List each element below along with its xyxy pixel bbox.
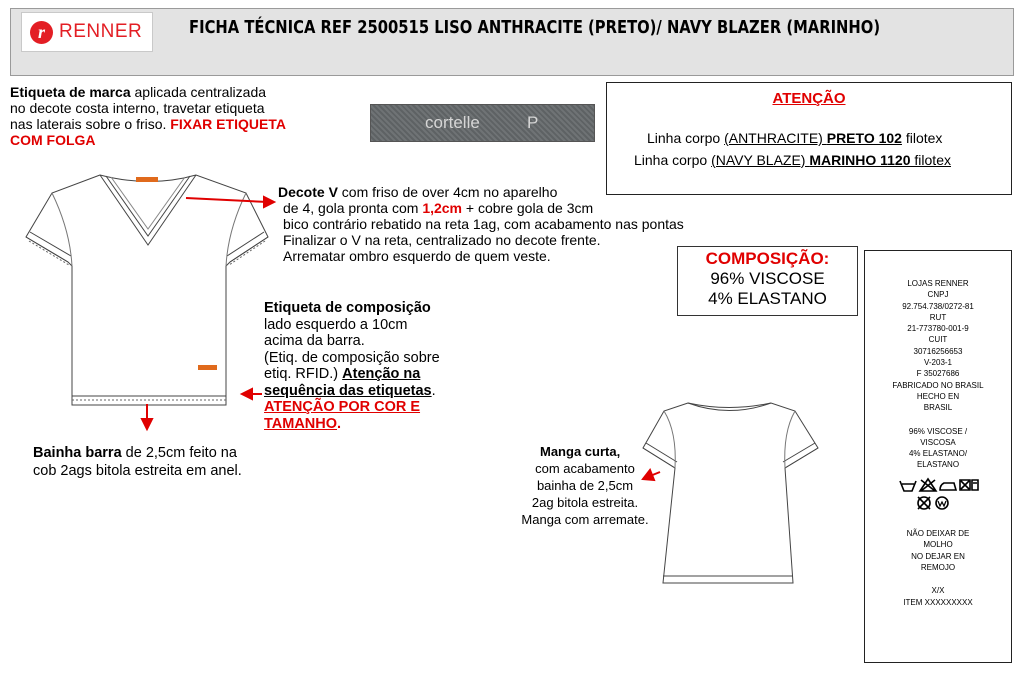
brand-label-marker [136,177,158,182]
composition-note-line2: acima da barra. [264,333,365,349]
neckline-note [278,184,718,264]
hem-note-line2: cob 2ags bitola estreita em anel. [33,463,242,479]
care-label-line: VISCOSA [920,437,956,447]
neckline-note-bold: Decote V [278,184,338,200]
care-label-line: LOJAS RENNER [907,279,969,288]
sleeve-note-line3: 2ag bitola estreita. [531,495,639,510]
attention-line1-pre: Linha corpo [647,130,725,146]
iron-low-icon [940,483,956,490]
attention-line1-post: filotex [901,130,943,146]
cortelle-size-text: P [527,113,539,132]
hem-note [33,444,283,480]
attention-line1-thread: PRETO 102 [826,130,902,146]
neckline-note-line3: bico contrário rebatido na reta 1ag, com acabamento nas pontas [283,216,684,232]
composition-note-line4-bold: Atenção na [342,366,421,382]
cortelle-brand-text: cortelle [425,113,480,132]
composition-box-line2: 4% ELASTANO [708,289,827,308]
composition-label-marker [198,365,217,370]
care-label-line: X/X [931,586,945,596]
no-bleach-icon [920,479,936,491]
hem-note-line1: de 2,5cm feito na [121,445,237,461]
wash-30-icon [900,481,916,491]
neckline-note-line2-post: + cobre gola de 3cm [462,200,594,216]
care-label-line: CNPJ [927,290,949,300]
page-title: FICHA TÉCNICA REF 2500515 LISO ANTHRACITE (PRETO)/ NAVY BLAZER (MARINHO) [189,17,881,38]
neckline-note-line2-red: 1,2cm [422,200,463,216]
care-label-line: ELASTANO [916,460,960,470]
composition-note-line5-post: . [431,382,436,399]
hem-arrow-icon [142,419,152,429]
care-label-line: 30716256653 [913,346,963,356]
care-label-line: 4% ELASTANO/ [908,449,968,459]
composition-box-line1: 96% VISCOSE [710,269,825,288]
attention-line2-thread: MARINHO 1120 [809,152,911,168]
brand-label-note-line1: aplicada centralizada [130,84,267,100]
care-symbols [898,477,978,511]
care-label-line: NÃO DEIXAR DE [906,529,970,539]
care-label-line: CUIT [928,335,948,345]
neckline-note-line1: com friso de over 4cm no aparelho [337,184,558,200]
sleeve-note [505,443,665,528]
neckline-note-line2-pre: de 4, gola pronta com [283,200,423,216]
neckline-arrow-icon [264,197,274,207]
brand-label-note-line3-red: FIXAR ETIQUETA [170,116,286,132]
sleeve-note-bold: Manga curta, [540,444,621,459]
attention-line1-color: (ANTHRACITE) [724,130,827,146]
composition-box-title: COMPOSIÇÃO: [705,249,830,268]
care-label-line: 21-773780-001-9 [907,324,969,334]
care-label-line: 92.754.738/0272-81 [902,301,974,311]
attention-title: ATENÇÃO [772,90,846,107]
composition-note-line7-red: TAMANHO [264,415,338,432]
care-label-line: V-203-1 [923,358,953,368]
composition-arrow-icon [242,389,252,399]
sleeve-note-line4: Manga com arremate. [521,512,649,527]
composition-note-line7-post: . [337,415,342,432]
hem-note-bold: Bainha barra [33,445,122,461]
care-label-line: BRASIL [923,403,953,413]
care-label-line: 96% VISCOSE / [908,426,968,436]
composition-note-line4: etiq. RFID.) [264,366,343,382]
care-label [864,250,1012,663]
sleeve-note-line1: com acabamento [535,461,635,476]
care-label-line: MOLHO [923,540,953,550]
sleeve-note-line2: bainha de 2,5cm [536,478,634,493]
brand-label-note-bold: Etiqueta de marca [10,84,131,100]
composition-note-title: Etiqueta de composição [264,300,431,316]
brand-label-note-line3: nas laterais sobre o friso. [10,116,171,132]
composition-note-line5: sequência das etiquetas [264,382,432,399]
care-label-line: ITEM XXXXXXXXX [903,597,973,607]
composition-label-note [264,300,474,432]
care-label-line: HECHO EN [916,391,960,401]
care-label-line: REMOJO [920,562,956,572]
composition-note-line3: (Etiq. de composição sobre [264,349,440,366]
care-label-line: RUT [929,312,947,322]
attention-line2-post: filotex [910,152,951,168]
composition-box [677,246,858,316]
renner-logo-mark: r [30,21,53,44]
composition-note-line1: lado esquerdo a 10cm [264,316,408,333]
care-label-line: FABRICADO NO BRASIL [892,380,984,390]
neckline-note-line5: Arrematar ombro esquerdo de quem veste. [283,248,551,264]
care-label-line: NO DEJAR EN [911,551,965,561]
no-tumble-dry-icon [960,480,970,490]
line-dry-icon [972,480,978,490]
renner-logo-text: RENNER [59,21,143,42]
composition-note-line6-red: ATENÇÃO POR COR E [264,399,421,415]
tshirt-back-drawing [643,403,818,583]
brand-label-note-line4-red: COM FOLGA [10,132,96,148]
care-label-line: F 35027686 [916,369,960,379]
neckline-note-line4: Finalizar o V na reta, centralizado no decote frente. [283,232,601,248]
brand-label-note-line2: no decote costa interno, travetar etiqueta [10,100,265,116]
attention-line2-color: (NAVY BLAZE) [711,152,810,168]
attention-line2-pre: Linha corpo [634,152,712,168]
